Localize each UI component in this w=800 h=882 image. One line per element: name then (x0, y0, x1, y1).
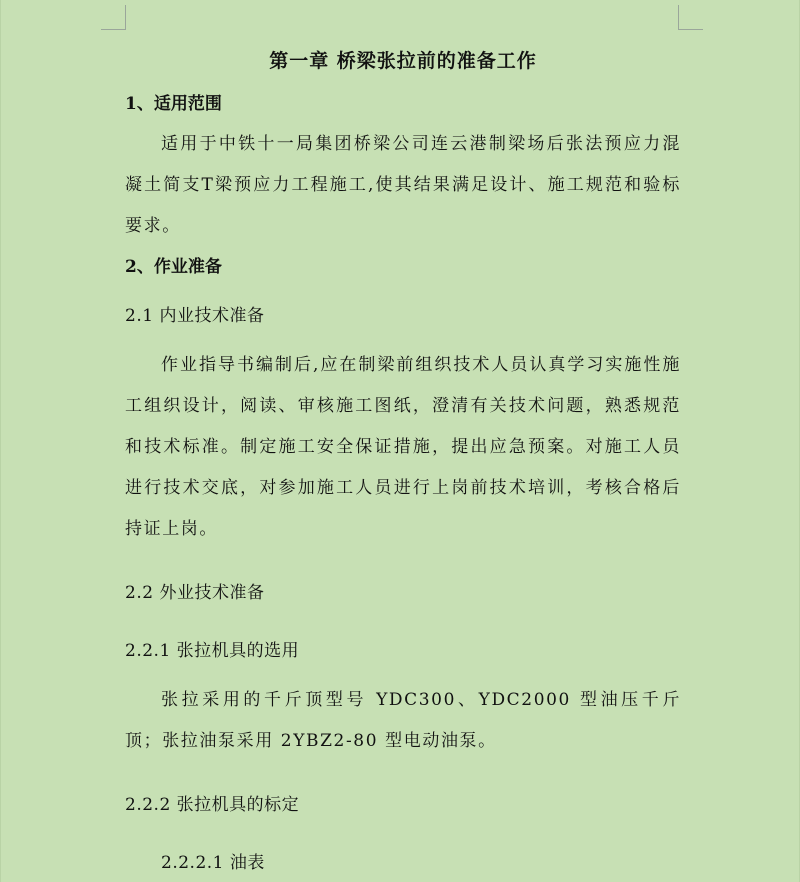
subheading-jack-calibration: 2.2.2 张拉机具的标定 (125, 795, 300, 815)
page-corner-mark-top-left (101, 5, 126, 30)
subheading-jack-selection: 2.2.1 张拉机具的选用 (125, 641, 300, 661)
paragraph-scope: 适用于中铁十一局集团桥梁公司连云港制梁场后张法预应力混凝土简支T梁预应力工程施工,使其结果满足设计、施工规范和验标要求。 (125, 134, 681, 236)
section-heading-preparation: 2、作业准备 (125, 257, 222, 277)
chapter-title: 第一章 桥梁张拉前的准备工作 (269, 50, 537, 72)
subheading-external-tech-prep: 2.2 外业技术准备 (125, 583, 265, 603)
subheading-oil-gauge: 2.2.2.1 油表 (161, 853, 265, 873)
subheading-internal-tech-prep: 2.1 内业技术准备 (125, 306, 265, 326)
paragraph-jack-selection: 张拉采用的千斤顶型号 YDC300、YDC2000 型油压千斤顶；张拉油泵采用 2YBZ2-80 型电动油泵。 (125, 690, 681, 751)
page-corner-mark-top-right (678, 5, 703, 30)
document-body (125, 44, 681, 882)
section-heading-scope: 1、适用范围 (125, 94, 222, 114)
paragraph-internal-tech-prep: 作业指导书编制后,应在制梁前组织技术人员认真学习实施性施工组织设计，阅读、审核施工图纸，澄清有关技术问题，熟悉规范和技术标准。制定施工安全保证措施，提出应急预案。对施工人员进行技术交底，对参加施工人员进行上岗前技术培训，考核合格后持证上岗。 (125, 355, 681, 539)
